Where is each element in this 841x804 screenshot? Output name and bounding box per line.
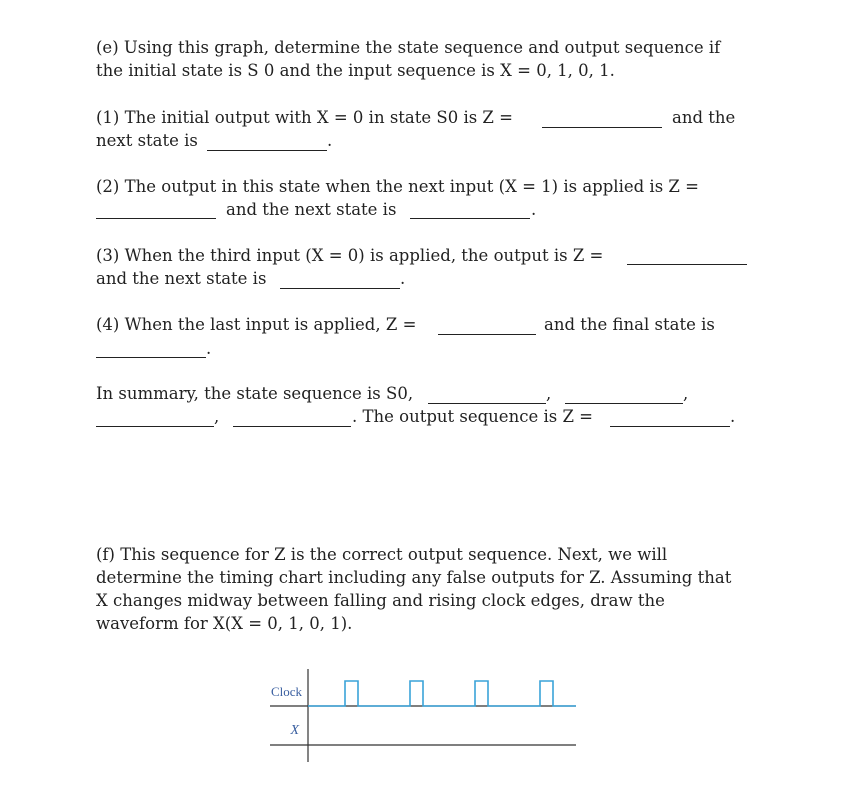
summary-comma-1: , <box>546 384 552 403</box>
clock-waveform <box>308 681 576 706</box>
q4-period: . <box>206 339 212 358</box>
q3-next-state-text: and the next state is <box>96 269 267 288</box>
q3-period: . <box>400 269 406 288</box>
part-f-line-4: waveform for X(X = 0, 1, 0, 1). <box>96 614 353 633</box>
q4-final-state-text: and the final state is <box>544 315 715 334</box>
q2-period: . <box>531 200 537 219</box>
q1-and-the: and the <box>672 108 736 127</box>
summary-output-text: . The output sequence is Z = <box>352 407 593 426</box>
part-e-line-1: (e) Using this graph, determine the state sequence and output sequence if <box>96 38 721 57</box>
summary-comma-3: , <box>214 407 220 426</box>
part-e-line-2: the initial state is S 0 and the input sequence is X = 0, 1, 0, 1. <box>96 61 615 80</box>
q1-text: (1) The initial output with X = 0 in state S0 is Z = <box>96 108 513 127</box>
summary-period: . <box>730 407 736 426</box>
clock-label: Clock <box>270 684 302 699</box>
part-f-line-2: determine the timing chart including any false outputs for Z. Assuming that <box>96 568 732 587</box>
q1-period: . <box>327 131 333 150</box>
q4-text: (4) When the last input is applied, Z = <box>96 315 417 334</box>
part-f-line-3: X changes midway between falling and rising clock edges, draw the <box>96 591 665 610</box>
q3-text: (3) When the third input (X = 0) is applied, the output is Z = <box>96 246 604 265</box>
part-f-line-1: (f) This sequence for Z is the correct output sequence. Next, we will <box>96 545 668 564</box>
summary-text: In summary, the state sequence is S0, <box>96 384 414 403</box>
x-label: X <box>290 723 299 738</box>
q2-next-state-text: and the next state is <box>226 200 397 219</box>
q1-next-state-text: next state is <box>96 131 198 150</box>
summary-comma-2: , <box>683 384 689 403</box>
q2-text: (2) The output in this state when the next input (X = 1) is applied is Z = <box>96 177 699 196</box>
